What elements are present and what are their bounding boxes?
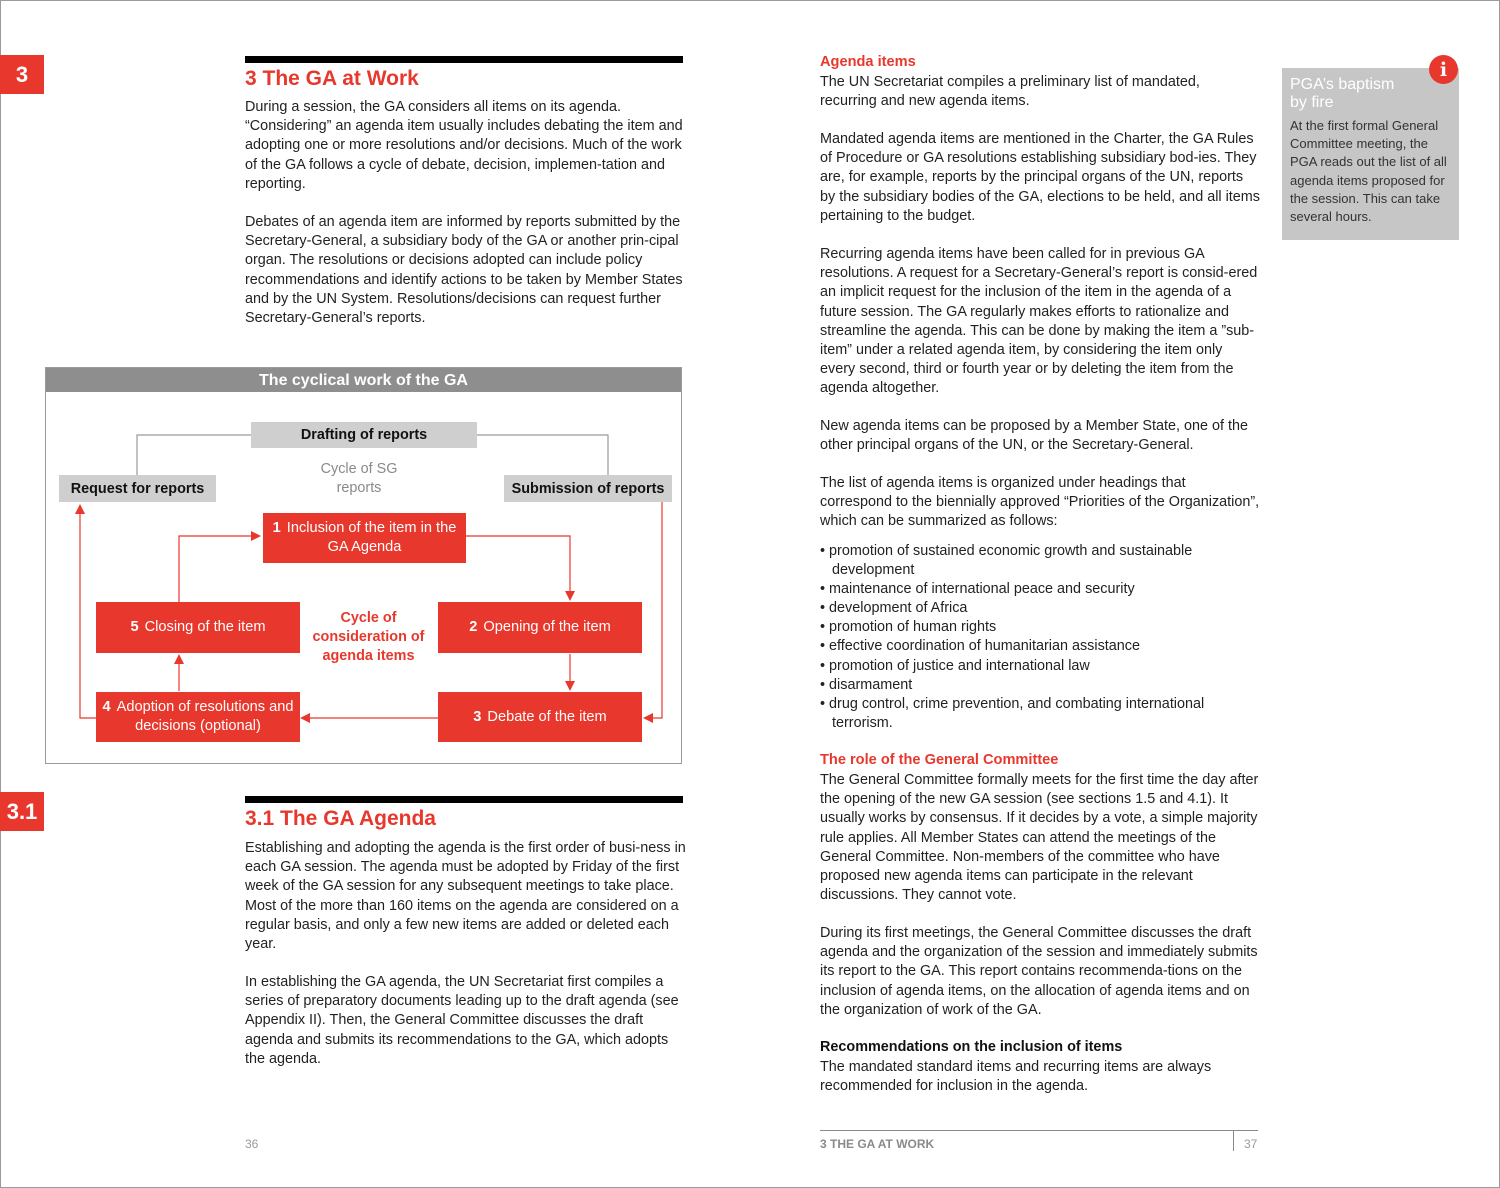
footer-section-label: 3 THE GA AT WORK — [820, 1137, 935, 1151]
list-item: • maintenance of international peace and security — [820, 580, 1260, 599]
step-2-opening — [438, 602, 642, 653]
sg-reports-cycle-label: Cycle of SG reports — [320, 461, 398, 496]
step-number: 2 — [469, 619, 478, 635]
step-1-inclusion — [263, 513, 466, 563]
info-icon: i — [1429, 55, 1458, 84]
left-page-number: 36 — [245, 1137, 259, 1151]
step-label: Debate of the item — [487, 708, 607, 725]
step-label: Inclusion of the item in the GA Agenda — [286, 520, 457, 555]
chapter-heading: 3 The GA at Work — [245, 67, 419, 90]
drafting-of-reports-box: Drafting of reports — [251, 422, 477, 448]
sidebar-title: PGA’s baptism by fire — [1290, 76, 1395, 111]
list-item: • promotion of sustained economic growth and sustainable development — [820, 542, 1260, 580]
cycle-diagram — [45, 367, 682, 764]
list-item: • disarmament — [820, 676, 1260, 695]
intro-paragraph-2: Debates of an agenda item are informed by reports submitted by the Secretary-General, a subsidiary body of the GA or another prin-cipal organ. The resolutions or decisions adopted can include policy recommendations and identify actions to be taken by Member States and by the UN System. Resolutions/decisions can request further Secretary-General’s reports. — [245, 214, 683, 327]
mandated-items-paragraph: Mandated agenda items are mentioned in the Charter, the GA Rules of Procedure or GA resolutions establishing subsidiary bod-ies. They are, for example, reports by the principal organs of the UN, reports by the subsidiary bodies of the GA, elections to be held, and all items pertaining to the budget. — [820, 131, 1260, 224]
step-3-debate — [438, 692, 642, 742]
first-meetings-paragraph: During its first meetings, the General Committee discusses the draft agenda and the organization of the session and immediately submits its report to the GA. This report contains recommenda-tions on the inclusion of agenda items, on the allocation of agenda items and on the organization of work of the GA. — [820, 925, 1258, 1018]
submission-of-reports-box: Submission of reports — [504, 475, 672, 502]
step-number: 1 — [272, 520, 281, 536]
section-tab: 3.1 — [0, 792, 44, 831]
footer-rule — [820, 1130, 1258, 1131]
recommendations-paragraph: The mandated standard items and recurring items are always recommended for inclusion in the agenda. — [820, 1059, 1212, 1095]
step-number: 4 — [102, 699, 111, 715]
consideration-cycle-label: Cycle of consideration of agenda items — [312, 610, 425, 664]
intro-paragraph-1: During a session, the GA considers all items on its agenda. “Considering” an agenda item usually includes debating the item and adopting one or more resolutions and/or decisions. Much of the work of the GA follows a cycle of debate, decision, implemen-tation and reporting. — [245, 99, 683, 192]
footer-separator — [1233, 1131, 1234, 1151]
request-for-reports-box: Request for reports — [59, 475, 216, 502]
heading-rule — [245, 56, 683, 63]
general-committee-heading: The role of the General Committee — [820, 752, 1059, 768]
sidebar-body: At the first formal General Committee meeting, the PGA reads out the list of all agenda items proposed for the session. This can take several hours. — [1290, 118, 1447, 225]
section-rule — [245, 796, 683, 803]
list-item: • drug control, crime prevention, and combating international terrorism. — [820, 695, 1260, 733]
right-page-number: 37 — [1244, 1137, 1258, 1151]
list-item: • promotion of justice and international law — [820, 657, 1260, 676]
step-4-adoption — [96, 692, 300, 742]
recurring-items-paragraph: Recurring agenda items have been called for in previous GA resolutions. A request for a Secretary-General’s report is consid-ered an implicit request for the inclusion of the item in the agenda of a future session. The GA regularly makes efforts to rationalize and streamline the agenda. This can be done by making the item a ”sub-item” under a related agenda item, by considering the item only every second, third or fourth year or by deleting the item from the agenda altogether. — [820, 246, 1258, 397]
step-label: Closing of the item — [144, 619, 266, 635]
chapter-tab: 3 — [0, 55, 44, 94]
diagram-title: The cyclical work of the GA — [46, 368, 681, 392]
list-item: • effective coordination of humanitarian assistance — [820, 637, 1260, 656]
list-item: • promotion of human rights — [820, 618, 1260, 637]
priorities-list — [820, 542, 1260, 733]
agenda-items-paragraph: The UN Secretariat compiles a preliminary list of mandated, recurring and new agenda items. — [820, 74, 1200, 110]
agenda-items-heading: Agenda items — [820, 54, 916, 70]
general-committee-paragraph: The General Committee formally meets for the first time the day after the opening of the new GA session (see sections 1.5 and 4.1). It usually works by consensus. If it decides by a vote, a simple majority rule applies. All Member States can attend the meetings of the General Committee. Non-members of the committee who have proposed new agenda items can participate in the relevant discussions. They cannot vote. — [820, 772, 1259, 904]
step-5-closing — [96, 602, 300, 653]
step-number: 3 — [473, 708, 482, 725]
step-label: Opening of the item — [483, 619, 611, 635]
step-number: 5 — [130, 619, 139, 635]
section-heading: 3.1 The GA Agenda — [245, 807, 436, 830]
list-item: • development of Africa — [820, 599, 1260, 618]
sidebar-box — [1282, 68, 1459, 240]
recommendations-heading: Recommendations on the inclusion of items — [820, 1039, 1123, 1055]
agenda-paragraph-1: Establishing and adopting the agenda is the first order of busi-ness in each GA session. The agenda must be adopted by Friday of the first week of the GA session for any subsequent meetings to take place. Most of the more than 160 items on the agenda are considered on a regular basis, and only a few new items are added or deleted each year. — [245, 840, 686, 953]
agenda-paragraph-2: In establishing the GA agenda, the UN Secretariat first compiles a series of preparatory documents leading up to the draft agenda (see Appendix II). Then, the General Committee discusses the draft agenda and submits its recommendations to the GA, which adopts the agenda. — [245, 974, 679, 1067]
step-label: Adoption of resolutions and decisions (optional) — [116, 699, 294, 734]
priorities-paragraph: The list of agenda items is organized under headings that correspond to the biennially approved “Priorities of the Organization”, which can be summarized as follows: — [820, 475, 1260, 530]
new-items-paragraph: New agenda items can be proposed by a Member State, one of the other principal organs of the UN, or the Secretary-General. — [820, 418, 1248, 454]
